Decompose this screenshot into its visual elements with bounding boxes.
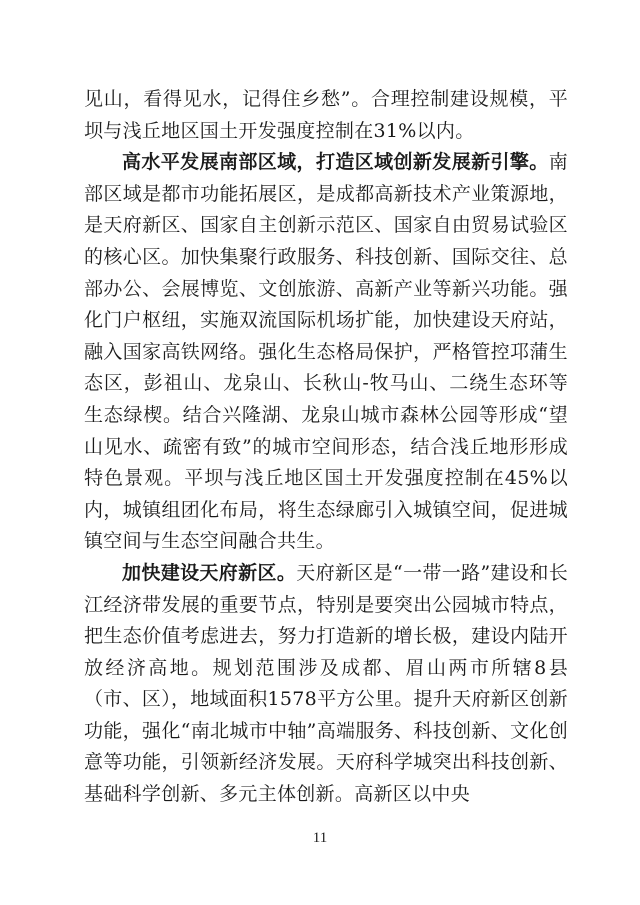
paragraph-tianfu-new-area xyxy=(84,558,568,811)
paragraph-text: 南部区域是都市功能拓展区，是成都高新技术产业策源地，是天府新区、国家自主创新示范区、国家自由贸易试验区的核心区。加快集聚行政服务、科技创新、国际交往、总部办公、会展博览、文创旅游、高新产业等新兴功能。强化门户枢纽，实施双流国际机场扩能，加快建设天府站，融入国家高铁网络。强化生态格局保护，严格管控邛蒲生态区，彭祖山、龙泉山、长秋山-牧马山、二绕生态环等生态绿楔。结合兴隆湖、龙泉山城市森林公园等形成“望山见水、疏密有致”的城市空间形态，结合浅丘地形形成特色景观。平坝与浅丘地区国土开发强度控制在45%以内，城镇组团化布局，将生态绿廊引入城镇空间，促进城镇空间与生态空间融合共生。 xyxy=(84,151,568,553)
document-body xyxy=(84,84,568,811)
page-number: 11 xyxy=(312,830,328,846)
paragraph-heading: 加快建设天府新区。 xyxy=(122,561,297,584)
paragraph-continued xyxy=(84,84,568,147)
paragraph-text: 见山，看得见水，记得住乡愁”。合理控制建设规模，平坝与浅丘地区国土开发强度控制在31%以内。 xyxy=(84,88,568,142)
paragraph-text: 天府新区是“一带一路”建设和长江经济带发展的重要节点，特别是要突出公园城市特点，把生态价值考虑进去，努力打造新的增长极，建设内陆开放经济高地。规划范围涉及成都、眉山两市所辖8县（市、区），地域面积1578平方公里。提升天府新区创新功能，强化“南北城市中轴”高端服务、科技创新、文化创意等功能，引领新经济发展。天府科学城突出科技创新、基础科学创新、多元主体创新。高新区以中央 xyxy=(84,561,568,806)
paragraph-southern-region xyxy=(84,147,568,558)
paragraph-heading: 高水平发展南部区域，打造区域创新发展新引擎。 xyxy=(122,151,549,174)
